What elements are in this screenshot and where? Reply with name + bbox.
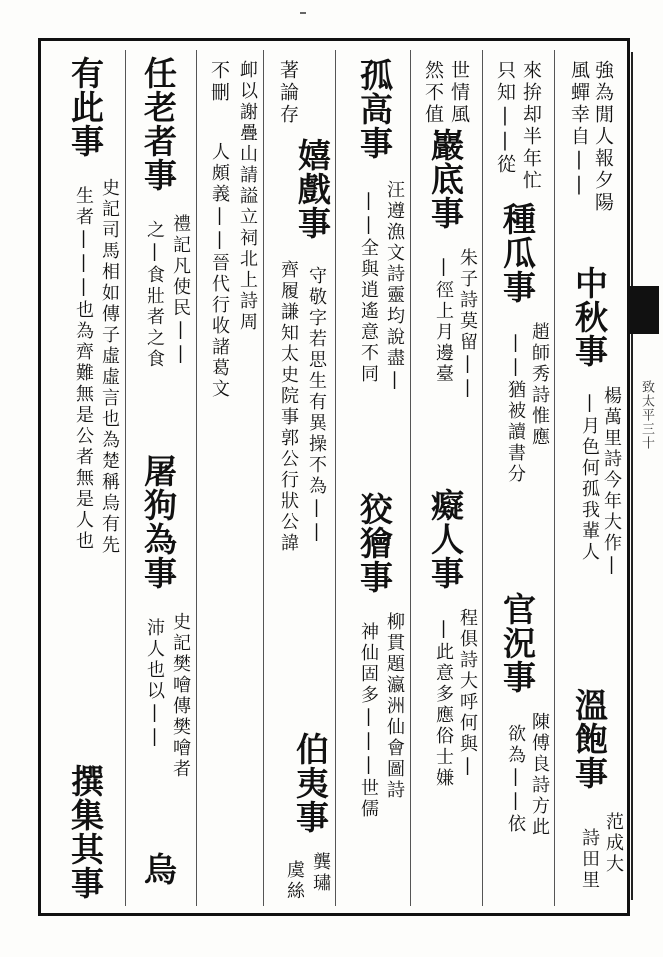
page-fold-gutter bbox=[631, 52, 657, 900]
column-text: 不刪 bbox=[208, 60, 230, 104]
column-text: 汪遵漁文詩靈均說盡| bbox=[384, 180, 405, 393]
text-column-7 bbox=[127, 52, 195, 902]
column-text: 虞絲 bbox=[284, 860, 305, 902]
text-column-4 bbox=[337, 52, 409, 902]
column-text: 柳貫題瀛洲仙會圖詩 bbox=[384, 612, 405, 801]
fold-black-mark bbox=[629, 286, 659, 334]
column-text: |徑上月邊臺 bbox=[433, 256, 454, 385]
column-rule bbox=[410, 50, 411, 906]
heading-term: 種瓜事 bbox=[498, 202, 537, 304]
heading-term: 孤高事 bbox=[355, 58, 394, 160]
column-text: 齊履謙知太史院事郭公行狀公諱 bbox=[278, 260, 299, 554]
text-column-6 bbox=[198, 52, 262, 902]
fold-label: 致太平三十 bbox=[639, 380, 654, 450]
heading-term: 巖底事 bbox=[426, 128, 465, 230]
column-text: 卹以謝疊山請謚立祠北上詩周 bbox=[237, 60, 258, 333]
column-text: 之|食壯者之食 bbox=[144, 220, 165, 370]
heading-term: 烏 bbox=[139, 852, 178, 886]
column-text: 詩田里 bbox=[579, 828, 600, 891]
column-rule bbox=[263, 50, 264, 906]
heading-term: 癡人事 bbox=[426, 488, 465, 590]
column-text: 史記樊噲傳樊噲者 bbox=[170, 612, 191, 780]
text-column-3 bbox=[412, 52, 482, 902]
column-text: 著論存 bbox=[277, 60, 299, 126]
heading-term: 屠狗為事 bbox=[139, 454, 178, 590]
text-column-2 bbox=[484, 52, 554, 902]
column-text: 禮記凡使民|| bbox=[170, 214, 191, 367]
column-text: 人頗義||晉代行收諸葛文 bbox=[209, 142, 230, 400]
column-text: 沛人也以|| bbox=[144, 618, 165, 750]
heading-term: 嬉戲事 bbox=[293, 138, 332, 240]
column-text: 然不值 bbox=[422, 60, 444, 126]
column-text: 欲為||依 bbox=[505, 724, 526, 835]
heading-term: 任老者事 bbox=[139, 56, 178, 192]
column-text: 生者|||也為齊難無是公者無是人也 bbox=[73, 186, 94, 552]
column-rule bbox=[125, 50, 126, 906]
column-text: 范成大 bbox=[603, 812, 624, 875]
ink-speck bbox=[300, 12, 306, 14]
column-text: |此意多應俗士嫌 bbox=[433, 618, 454, 789]
column-text: ||全與逍遙意不同 bbox=[358, 190, 379, 385]
column-text: 神仙固多|||世儒 bbox=[358, 622, 379, 820]
column-text: 龔璛 bbox=[310, 852, 331, 894]
column-text: ||猶被讀書分 bbox=[505, 332, 526, 485]
heading-term: 狡獪事 bbox=[355, 492, 394, 594]
column-rule bbox=[482, 50, 483, 906]
column-text: 只知||從 bbox=[494, 60, 516, 176]
column-text: 趙師秀詩惟應 bbox=[529, 322, 550, 448]
text-column-5 bbox=[265, 52, 335, 902]
text-column-8 bbox=[56, 52, 124, 902]
column-text: 朱子詩莫留|| bbox=[457, 248, 478, 401]
heading-term: 撰集其事 bbox=[66, 764, 105, 900]
column-rule bbox=[335, 50, 336, 906]
heading-term: 有此事 bbox=[66, 56, 105, 158]
text-column-1b bbox=[556, 52, 628, 902]
column-rule bbox=[554, 50, 555, 906]
column-text: 楊萬里詩今年大作| bbox=[601, 386, 622, 578]
column-text: |月色何孤我輩人 bbox=[579, 392, 600, 563]
heading-term: 伯夷事 bbox=[291, 732, 330, 834]
column-text: 風蟬幸自|| bbox=[568, 60, 590, 198]
heading-term: 中秋事 bbox=[570, 266, 609, 368]
heading-term: 官況事 bbox=[498, 592, 537, 694]
heading-term: 溫飽事 bbox=[570, 688, 609, 790]
column-text: 來拚却半年忙 bbox=[520, 60, 542, 192]
column-text: 守敬字若思生有異操不為|| bbox=[306, 266, 327, 545]
column-rule bbox=[196, 50, 197, 906]
column-text: 程俱詩大呼何與| bbox=[457, 608, 478, 779]
column-text: 世情風 bbox=[448, 60, 470, 126]
column-text: 史記司馬相如傳子虛虛言也為楚稱烏有先 bbox=[99, 178, 120, 556]
column-text: 強為閒人報夕陽 bbox=[592, 60, 614, 214]
column-text: 陳傅良詩方此 bbox=[529, 712, 550, 838]
